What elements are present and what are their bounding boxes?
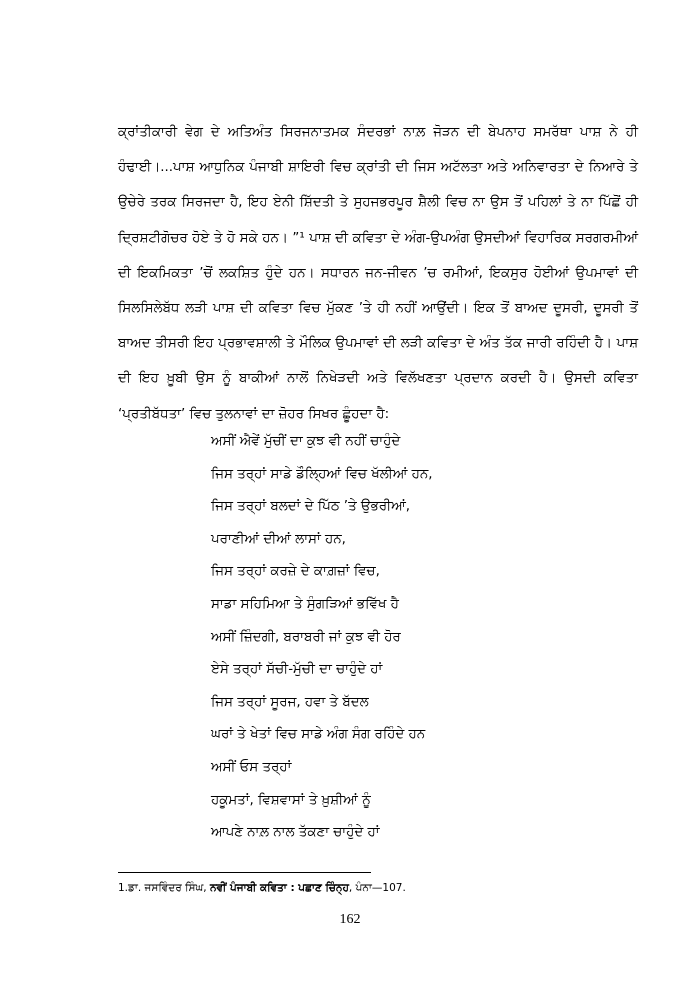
footnote-divider [118, 872, 371, 873]
poem-quote [211, 426, 631, 850]
poem-line-10: ਘਰਾਂ ਤੇ ਖੇਤਾਂ ਵਿਚ ਸਾਡੇ ਅੰਗ ਸੰਗ ਰਹਿੰਦੇ ਹਨ [211, 727, 426, 743]
footnote-author: 1.ਡਾ. ਜਸਵਿੰਦਰ ਸਿੰਘ, [118, 882, 210, 894]
poem-line-13: ਆਪਣੇ ਨਾਲ਼ ਨਾਲ ਤੱਕਣਾ ਚਾਹੁੰਦੇ ਹਾਂ [211, 825, 380, 841]
poem-line-12: ਹਕੂਮਤਾਂ, ਵਿਸ਼ਵਾਸਾਂ ਤੇ ਖ਼ੁਸ਼ੀਆਂ ਨੂੰ [211, 792, 371, 808]
poem-line-8: ਏਸੇ ਤਰ੍ਹਾਂ ਸੱਚੀ-ਮੁੱਚੀ ਦਾ ਚਾਹੁੰਦੇ ਹਾਂ [211, 662, 383, 678]
poem-line-4: ਪਰਾਣੀਆਂ ਦੀਆਂ ਲਾਸਾਂ ਹਨ, [211, 531, 346, 547]
body-paragraph: ਕ੍ਰਾਂਤੀਕਾਰੀ ਵੇਗ ਦੇ ਅਤਿਅੰਤ ਸਿਰਜਨਾਤਮਕ ਸੰਦਰਭਾਂ ਨਾਲ਼ ਜੋੜਨ ਦੀ ਬੇਪਨਾਹ ਸਮਰੱਥਾ ਪਾਸ਼ ਨੇ ਹੀ ਹੰਢਾਈ।...ਪਾਸ਼ ਆਧੁਨਿਕ ਪੰਜਾਬੀ ਸ਼ਾਇਰੀ ਵਿਚ ਕ੍ਰਾਂਤੀ ਦੀ ਜਿਸ ਅਟੱਲਤਾ ਅਤੇ ਅਨਿਵਾਰਤਾ ਦੇ ਨਿਆਰੇ ਤੇ ਉਚੇਰੇ ਤਰਕ ਸਿਰਜਦਾ ਹੈ, ਇਹ ਏਨੀ ਸ਼ਿੱਦਤੀ ਤੇ ਸੁਹਜਭਰਪੂਰ ਸ਼ੈਲੀ ਵਿਚ ਨਾ ਉਸ ਤੋਂ ਪਹਿਲਾਂ ਤੇ ਨਾ ਪਿੱਛੋਂ ਹੀ ਦ੍ਰਿਸ਼ਟੀਗੋਚਰ ਹੋਏ ਤੇ ਹੋ ਸਕੇ ਹਨ। ”¹ ਪਾਸ਼ ਦੀ ਕਵਿਤਾ ਦੇ ਅੰਗ-ਉਪਅੰਗ ਉਸਦੀਆਂ ਵਿਹਾਰਿਕ ਸਰਗਰਮੀਆਂ ਦੀ ਇਕਮਿਕਤਾ ’ਚੋਂ ਲਕਸ਼ਿਤ ਹੁੰਦੇ ਹਨ। ਸਧਾਰਨ ਜਨ-ਜੀਵਨ ’ਚ ਰਮੀਆਂ, ਇਕਸੁਰ ਹੋਈਆਂ ਉਪਮਾਵਾਂ ਦੀ ਸਿਲਸਿਲੇਬੱਧ ਲੜੀ ਪਾਸ਼ ਦੀ ਕਵਿਤਾ ਵਿਚ ਮੁੱਕਣ ’ਤੇ ਹੀ ਨਹੀਂ ਆਉਂਦੀ। ਇਕ ਤੋਂ ਬਾਅਦ ਦੂਸਰੀ, ਦੂਸਰੀ ਤੋਂ ਬਾਅਦ ਤੀਸਰੀ ਇਹ ਪ੍ਰਭਾਵਸ਼ਾਲੀ ਤੇ ਮੌਲਿਕ ਉਪਮਾਵਾਂ ਦੀ ਲੜੀ ਕਵਿਤਾ ਦੇ ਅੰਤ ਤੱਕ ਜਾਰੀ ਰਹਿੰਦੀ ਹੈ। ਪਾਸ਼ ਦੀ ਇਹ ਖ਼ੂਬੀ ਉਸ ਨੂੰ ਬਾਕੀਆਂ ਨਾਲੋਂ ਨਿਖੇੜਦੀ ਅਤੇ ਵਿਲੱਖਣਤਾ ਪ੍ਰਦਾਨ ਕਰਦੀ ਹੈ। ਉਸਦੀ ਕਵਿਤਾ ‘ਪ੍ਰਤੀਬੱਧਤਾ’ ਵਿਚ ਤੁਲਨਾਵਾਂ ਦਾ ਜ਼ੋਹਰ ਸਿਖਰ ਛੂੰਹਦਾ ਹੈ: [118, 125, 638, 422]
poem-line-5: ਜਿਸ ਤਰ੍ਹਾਂ ਕਰਜ਼ੇ ਦੇ ਕਾਗ਼ਜ਼ਾਂ ਵਿਚ, [211, 564, 380, 580]
poem-line-7: ਅਸੀਂ ਜ਼ਿੰਦਗੀ, ਬਰਾਬਰੀ ਜਾਂ ਕੁਝ ਵੀ ਹੋਰ [211, 629, 401, 645]
poem-line-6: ਸਾਡਾ ਸਹਿਮਿਆ ਤੇ ਸੁੰਗੜਿਆਂ ਭਵਿੱਖ ਹੈ [211, 596, 399, 612]
poem-line-9: ਜਿਸ ਤਰ੍ਹਾਂ ਸੂਰਜ, ਹਵਾ ਤੇ ਬੱਦਲ [211, 694, 369, 710]
footnote-book-title: ਨਵੀਂ ਪੰਜਾਬੀ ਕਵਿਤਾ : ਪਛਾਣ ਚਿੰਨ੍ਹ [210, 882, 349, 894]
page-number: 162 [339, 912, 361, 927]
poem-line-11: ਅਸੀਂ ਓਸ ਤਰ੍ਹਾਂ [211, 759, 292, 775]
poem-line-1: ਅਸੀਂ ਐਵੇਂ ਮੁੱਚੀਂ ਦਾ ਕੁਝ ਵੀ ਨਹੀਂ ਚਾਹੁੰਦੇ [211, 434, 401, 449]
poem-line-2: ਜਿਸ ਤਰ੍ਹਾਂ ਸਾਡੇ ਡੌਲ੍ਹਿਆਂ ਵਿਚ ਖੱਲੀਆਂ ਹਨ, [211, 466, 433, 482]
poem-line-3: ਜਿਸ ਤਰ੍ਹਾਂ ਬਲਦਾਂ ਦੇ ਪਿੱਠ ’ਤੇ ਉਭਰੀਆਂ, [211, 499, 410, 515]
footnote [118, 880, 638, 896]
footnote-page-ref: , ਪੰਨਾ—107. [348, 882, 406, 894]
